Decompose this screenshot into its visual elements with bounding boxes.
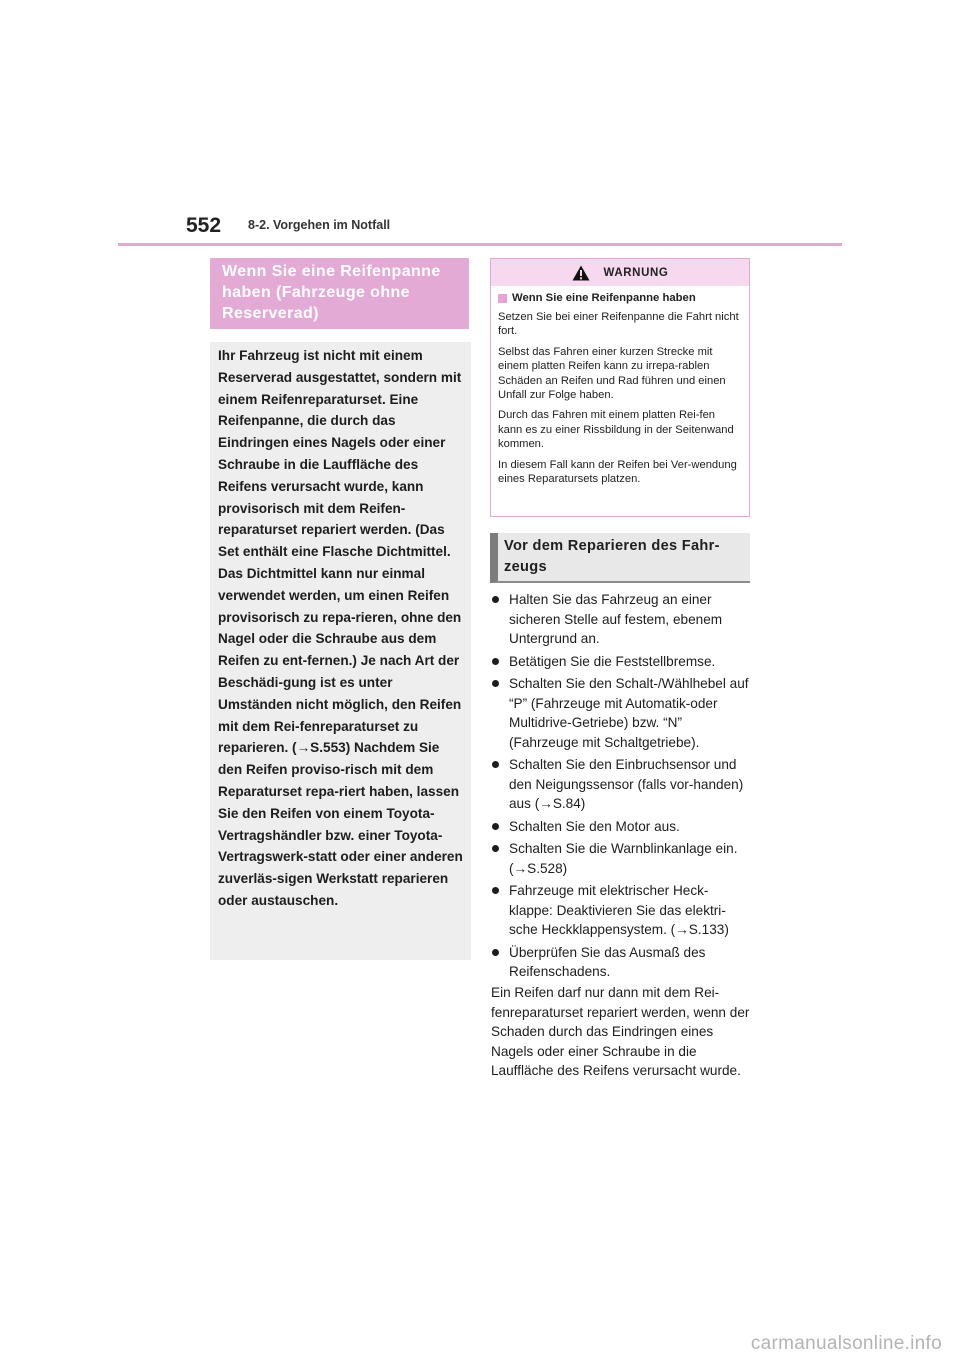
warning-heading: [498, 292, 741, 304]
right-section-title: Vor dem Reparieren des Fahr-zeugs: [504, 538, 720, 575]
list-item: [490, 943, 752, 982]
warning-title: WARNUNG: [603, 266, 669, 279]
warning-triangle-icon: [572, 265, 590, 281]
bullet-dot-icon: [492, 680, 499, 687]
page-number: 552: [186, 214, 222, 237]
left-info-panel: [210, 342, 471, 960]
bullet-dot-icon: [492, 761, 499, 768]
preparation-steps-list: [490, 590, 752, 985]
list-item-text: Halten Sie das Fahrzeug an einer sicheren Stelle auf festem, ebenem Untergrund an.: [509, 592, 723, 646]
list-item: [490, 817, 752, 837]
list-item: [490, 652, 752, 672]
bullet-dot-icon: [492, 823, 499, 830]
header-divider: [118, 243, 842, 246]
bullet-dot-icon: [492, 887, 499, 894]
list-item: [490, 839, 752, 878]
list-item: [490, 590, 752, 649]
list-item-text: Betätigen Sie die Feststellbremse.: [509, 653, 716, 669]
warning-header: [491, 259, 749, 286]
list-item: [490, 674, 752, 752]
site-watermark: carmanualsonline.info: [750, 1333, 942, 1354]
warning-box: [490, 258, 750, 517]
warning-paragraph: Selbst das Fahren einer kurzen Strecke mit einem platten Reifen kann zu irrepa-rablen Schäden an Reifen und Rad führen und einen Unfall zur Folge haben.: [498, 345, 726, 402]
list-item-text: Überprüfen Sie das Ausmaß des Reifenschadens.: [509, 944, 706, 979]
list-item: [490, 755, 752, 814]
list-item-text: Schalten Sie den Motor aus.: [509, 818, 680, 834]
list-item-text: Schalten Sie die Warnblinkanlage ein. (→S.528): [509, 841, 738, 876]
bullet-dot-icon: [492, 658, 499, 665]
warning-paragraph: Durch das Fahren mit einem platten Rei-fen kann es zu einer Rissbildung in der Seitenwand kommen.: [498, 409, 734, 451]
closing-paragraph: Ein Reifen darf nur dann mit dem Rei-fenreparaturset repariert werden, wenn der Schaden durch das Eindringen eines Nagels oder einer Schraube in die Lauffläche des Reifens verursacht wurde.: [491, 985, 750, 1078]
bullet-dot-icon: [492, 845, 499, 852]
list-item-text: Fahrzeuge mit elektrischer Heck-klappe: Deaktivieren Sie das elektri-sche Heckklappensystem. (→S.133): [509, 883, 729, 937]
left-section-header: [210, 258, 469, 329]
warning-paragraph: Setzen Sie bei einer Reifenpanne die Fahrt nicht fort.: [498, 311, 739, 338]
left-info-text: Ihr Fahrzeug ist nicht mit einem Reserverad ausgestattet, sondern mit einem Reifenreparaturset. Eine Reifenpanne, die durch das Eindringen eines Nagels oder einer Schraube in die Lauffläche des Reifens verursacht wurde, kann provisorisch mit dem Reifen-reparaturset repariert werden. (Das Set enthält eine Flasche Dichtmittel. Das Dichtmittel kann nur einmal verwendet werden, um einen Reifen provisorisch zu repa-rieren, ohne den Nagel oder die Schraube aus dem Reifen zu ent-fernen.) Je nach Art der Beschädi-gung ist es unter Umständen nicht möglich, den Reifen mit dem Rei-fenreparaturset zu reparieren. (→S.553) Nachdem Sie den Reifen proviso-risch mit dem Reparaturset repa-riert haben, lassen Sie den Reifen von einem Toyota-Vertragshändler bzw. einer Toyota-Vertragswerk-statt oder einer anderen zuverläs-sigen Werkstatt reparieren oder austauschen.: [218, 348, 463, 908]
list-item-text: Schalten Sie den Schalt-/Wählhebel auf “P” (Fahrzeuge mit Automatik-oder Multidrive-Getriebe) bzw. “N” (Fahrzeuge mit Schaltgetriebe).: [509, 676, 749, 750]
right-section-header: [490, 533, 750, 583]
bullet-dot-icon: [492, 596, 499, 603]
warning-content: [491, 286, 749, 486]
list-item-text: Schalten Sie den Einbruchsensor und den Neigungssensor (falls vor-handen) aus (→S.84): [509, 757, 744, 811]
square-bullet-icon: [498, 294, 507, 303]
section-title: 8-2. Vorgehen im Notfall: [248, 218, 391, 232]
list-item: [490, 881, 752, 940]
warning-paragraph: In diesem Fall kann der Reifen bei Ver-wendung eines Reparatursets platzen.: [498, 458, 737, 486]
warning-heading-text: Wenn Sie eine Reifenpanne haben: [512, 292, 696, 304]
bullet-dot-icon: [492, 949, 499, 956]
left-section-title: Wenn Sie eine Reifenpanne haben (Fahrzeuge ohne Reserverad): [222, 263, 441, 322]
